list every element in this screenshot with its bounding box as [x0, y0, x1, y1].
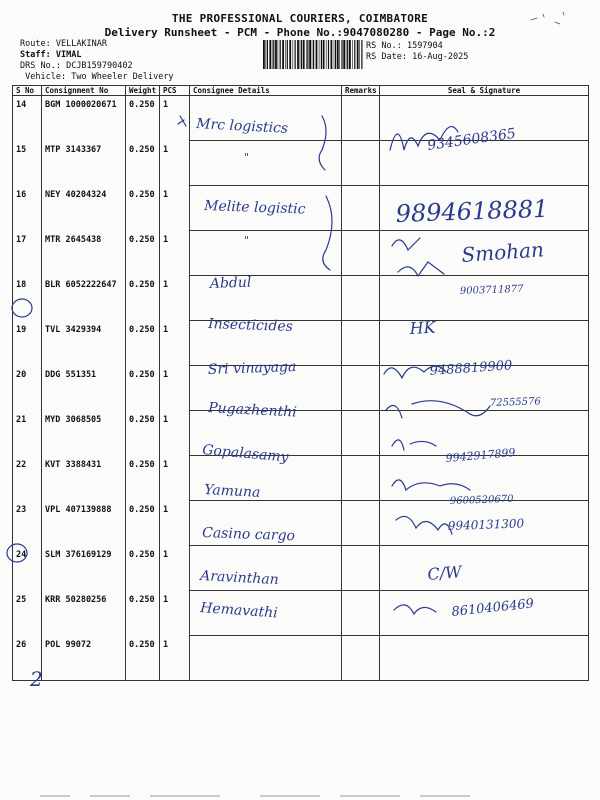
- row-seal: [380, 231, 589, 276]
- row-weight: 0.250: [126, 141, 160, 186]
- consignee-handwriting: Gopalasamy: [201, 442, 290, 466]
- table-row: [13, 231, 589, 276]
- row-seal: [380, 636, 589, 681]
- seal-handwriting: 9488819900: [429, 358, 513, 379]
- seal-handwriting: 72555576: [489, 396, 541, 409]
- barcode-bar: [335, 40, 336, 69]
- barcode-bar: [354, 40, 355, 69]
- row-consignee: [190, 546, 342, 591]
- consignee-handwriting: Abdul: [209, 274, 252, 292]
- row-consignee: [190, 96, 342, 141]
- route-info: Route: VELLAKINAR Staff: VIMAL DRS No.: DCJB159790402 Vehicle: Two Wheeler Delivery: [20, 39, 174, 82]
- barcode-bar: [341, 40, 342, 69]
- row-remarks: [342, 276, 380, 321]
- row-sno: 18: [13, 276, 42, 321]
- row-sno: 24: [13, 546, 42, 591]
- col-remarks: Remarks: [342, 86, 380, 96]
- barcode-bar: [273, 40, 274, 69]
- row-weight: 0.250: [126, 501, 160, 546]
- consignee-handwriting: Mrc logistics: [195, 116, 289, 137]
- barcode-bar: [352, 40, 353, 69]
- row-sno: 23: [13, 501, 42, 546]
- row-seal: [380, 366, 589, 411]
- row-remarks: [342, 456, 380, 501]
- barcode-bar: [331, 40, 333, 69]
- row-remarks: [342, 636, 380, 681]
- consignee-handwriting: Yamuna: [203, 482, 261, 501]
- table-row: [13, 321, 589, 366]
- barcode: [263, 40, 363, 69]
- row-pcs: 1: [160, 231, 190, 276]
- seal-handwriting: Smohan: [460, 237, 545, 267]
- row-consignment-no: POL 99072: [42, 636, 126, 681]
- seal-handwriting: 9942917899: [445, 445, 516, 465]
- row-consignment-no: MYD 3068505: [42, 411, 126, 456]
- row-consignee: [190, 321, 342, 366]
- row-consignee: [190, 366, 342, 411]
- barcode-bar: [321, 40, 322, 69]
- barcode-bar: [313, 40, 314, 69]
- col-pcs: PCS: [160, 86, 190, 96]
- row-consignment-no: KRR 50280256: [42, 591, 126, 636]
- table-row: [13, 636, 589, 681]
- table-row: [13, 141, 589, 186]
- barcode-bar: [326, 40, 327, 69]
- seal-handwriting: 9003711877: [459, 283, 524, 297]
- barcode-bar: [339, 40, 340, 69]
- barcode-bar: [267, 40, 268, 69]
- barcode-bar: [337, 40, 339, 69]
- barcode-bar: [312, 40, 313, 69]
- barcode-bar: [359, 40, 360, 69]
- barcode-bar: [278, 40, 279, 69]
- seal-handwriting: HK: [409, 317, 437, 338]
- seal-handwriting: 9894618881: [395, 194, 549, 228]
- col-seal: Seal & Signature: [380, 86, 589, 96]
- row-pcs: 1: [160, 411, 190, 456]
- row-seal: [380, 141, 589, 186]
- seal-handwriting: C/W: [426, 562, 463, 584]
- table-row: [13, 501, 589, 546]
- row-remarks: [342, 141, 380, 186]
- row-remarks: [342, 321, 380, 366]
- row-remarks: [342, 186, 380, 231]
- row-pcs: 1: [160, 366, 190, 411]
- row-seal: [380, 501, 589, 546]
- row-consignment-no: SLM 376169129: [42, 546, 126, 591]
- table-row: [13, 591, 589, 636]
- consignee-handwriting: Melite logistic: [203, 198, 306, 218]
- row-sno: 15: [13, 141, 42, 186]
- row-pcs: 1: [160, 186, 190, 231]
- row-weight: 0.250: [126, 96, 160, 141]
- consignee-handwriting: Hemavathi: [199, 600, 279, 622]
- row-pcs: 1: [160, 141, 190, 186]
- barcode-bar: [347, 40, 348, 69]
- row-consignment-no: VPL 407139888: [42, 501, 126, 546]
- barcode-bar: [346, 40, 347, 69]
- row-sno: 20: [13, 366, 42, 411]
- barcode-bar: [349, 40, 351, 69]
- barcode-bar: [303, 40, 305, 69]
- row-seal: [380, 321, 589, 366]
- route-value: VELLAKINAR: [55, 39, 108, 49]
- row-pcs: 1: [160, 321, 190, 366]
- table-row: [13, 411, 589, 456]
- barcode-bar: [301, 40, 302, 69]
- barcode-bar: [334, 40, 335, 69]
- row-sno: 25: [13, 591, 42, 636]
- row-sno: 26: [13, 636, 42, 681]
- row-consignee: [190, 141, 342, 186]
- table-row: [13, 186, 589, 231]
- barcode-bar: [300, 40, 301, 69]
- barcode-bar: [319, 40, 320, 69]
- barcode-bar: [297, 40, 299, 69]
- row-consignment-no: MTP 3143367: [42, 141, 126, 186]
- barcode-bar: [285, 40, 286, 69]
- row-sno: 22: [13, 456, 42, 501]
- row-remarks: [342, 366, 380, 411]
- table-row: [13, 456, 589, 501]
- row-seal: [380, 186, 589, 231]
- row-seal: [380, 276, 589, 321]
- barcode-bar: [282, 40, 284, 69]
- barcode-bar: [280, 40, 281, 69]
- consignee-handwriting: Pugazhenthi: [207, 400, 298, 421]
- row-remarks: [342, 546, 380, 591]
- barcode-bar: [293, 40, 294, 69]
- row-weight: 0.250: [126, 231, 160, 276]
- row-weight: 0.250: [126, 366, 160, 411]
- row-seal: [380, 411, 589, 456]
- row-consignee: [190, 591, 342, 636]
- drs-value: DCJB159790402: [66, 61, 133, 71]
- page-edge-marks: [0, 790, 600, 800]
- barcode-bar: [263, 40, 265, 69]
- seal-handwriting: 9345608365: [426, 125, 517, 154]
- row-weight: 0.250: [126, 456, 160, 501]
- seal-handwriting: 9940131300: [447, 516, 525, 533]
- row-sno: 14: [13, 96, 42, 141]
- table-row: [13, 276, 589, 321]
- row-remarks: [342, 231, 380, 276]
- row-sno: 16: [13, 186, 42, 231]
- row-consignment-no: KVT 3388431: [42, 456, 126, 501]
- row-weight: 0.250: [126, 186, 160, 231]
- col-consignee: Consignee Details: [190, 86, 342, 96]
- row-consignee: [190, 186, 342, 231]
- consignee-handwriting: Casino cargo: [201, 525, 296, 545]
- barcode-bar: [269, 40, 271, 69]
- rs-number: 1597904: [406, 41, 443, 51]
- row-seal: [380, 546, 589, 591]
- row-seal: [380, 456, 589, 501]
- col-weight: Weight: [126, 86, 160, 96]
- row-pcs: 1: [160, 501, 190, 546]
- barcode-bar: [266, 40, 267, 69]
- consignee-handwriting: Aravinthan: [199, 568, 280, 589]
- barcode-bar: [306, 40, 307, 69]
- row-pcs: 1: [160, 276, 190, 321]
- row-remarks: [342, 411, 380, 456]
- page-note-handwriting: 2: [30, 667, 43, 691]
- consignee-handwriting: ": [244, 151, 250, 164]
- staff-value: VIMAL: [55, 50, 82, 60]
- row-pcs: 1: [160, 591, 190, 636]
- row-consignee: [190, 411, 342, 456]
- row-sno: 19: [13, 321, 42, 366]
- row-consignment-no: BLR 6052222647: [42, 276, 126, 321]
- company-title: THE PROFESSIONAL COURIERS, COIMBATORE: [171, 12, 429, 25]
- row-consignee: [190, 231, 342, 276]
- barcode-bar: [295, 40, 296, 69]
- corner-scribble: [527, 8, 567, 28]
- row-consignment-no: DDG 551351: [42, 366, 126, 411]
- table-row: [13, 366, 589, 411]
- row-remarks: [342, 591, 380, 636]
- seal-handwriting: 9600520670: [449, 493, 514, 507]
- row-remarks: [342, 96, 380, 141]
- rs-date: 16-Aug-2025: [412, 52, 469, 62]
- barcode-bar: [287, 40, 288, 69]
- row-sno: 17: [13, 231, 42, 276]
- barcode-bar: [343, 40, 345, 69]
- row-consignment-no: TVL 3429394: [42, 321, 126, 366]
- vehicle-value: Two Wheeler Delivery: [71, 72, 174, 82]
- row-pcs: 1: [160, 546, 190, 591]
- barcode-bar: [323, 40, 325, 69]
- barcode-bar: [361, 40, 362, 69]
- table-header: [13, 86, 589, 96]
- barcode-bar: [309, 40, 311, 69]
- runsheet-info: RS No.: 1597904 RS Date: 16-Aug-2025: [366, 41, 469, 62]
- row-consignee: [190, 276, 342, 321]
- row-pcs: 1: [160, 456, 190, 501]
- consignee-handwriting: Sri vinayaga: [207, 358, 297, 378]
- row-weight: 0.250: [126, 591, 160, 636]
- col-consignment: Consignment No: [42, 86, 126, 96]
- col-sno: S No: [13, 86, 42, 96]
- barcode-bar: [316, 40, 318, 69]
- row-consignment-no: NEY 40204324: [42, 186, 126, 231]
- barcode-bar: [275, 40, 277, 69]
- barcode-bar: [289, 40, 291, 69]
- row-weight: 0.250: [126, 546, 160, 591]
- barcode-bar: [272, 40, 273, 69]
- runsheet-table: [12, 85, 589, 681]
- row-sno: 21: [13, 411, 42, 456]
- row-seal: [380, 96, 589, 141]
- table-row: [13, 546, 589, 591]
- row-weight: 0.250: [126, 276, 160, 321]
- barcode-bar: [307, 40, 308, 69]
- row-remarks: [342, 501, 380, 546]
- row-weight: 0.250: [126, 411, 160, 456]
- runsheet-subtitle: Delivery Runsheet - PCM - Phone No.:9047080280 - Page No.:2: [104, 26, 496, 39]
- row-consignee: [190, 456, 342, 501]
- row-pcs: 1: [160, 96, 190, 141]
- barcode-bar: [357, 40, 359, 69]
- row-seal: [380, 591, 589, 636]
- seal-handwriting: 8610406469: [450, 596, 535, 620]
- row-pcs: 1: [160, 636, 190, 681]
- barcode-bar: [328, 40, 329, 69]
- row-consignee: [190, 501, 342, 546]
- consignee-handwriting: ": [244, 234, 250, 247]
- row-weight: 0.250: [126, 321, 160, 366]
- row-consignment-no: MTR 2645438: [42, 231, 126, 276]
- table-row: [13, 96, 589, 141]
- row-consignee: [190, 636, 342, 681]
- row-consignment-no: BGM 1000020671: [42, 96, 126, 141]
- row-weight: 0.250: [126, 636, 160, 681]
- consignee-handwriting: Insecticides: [207, 316, 294, 335]
